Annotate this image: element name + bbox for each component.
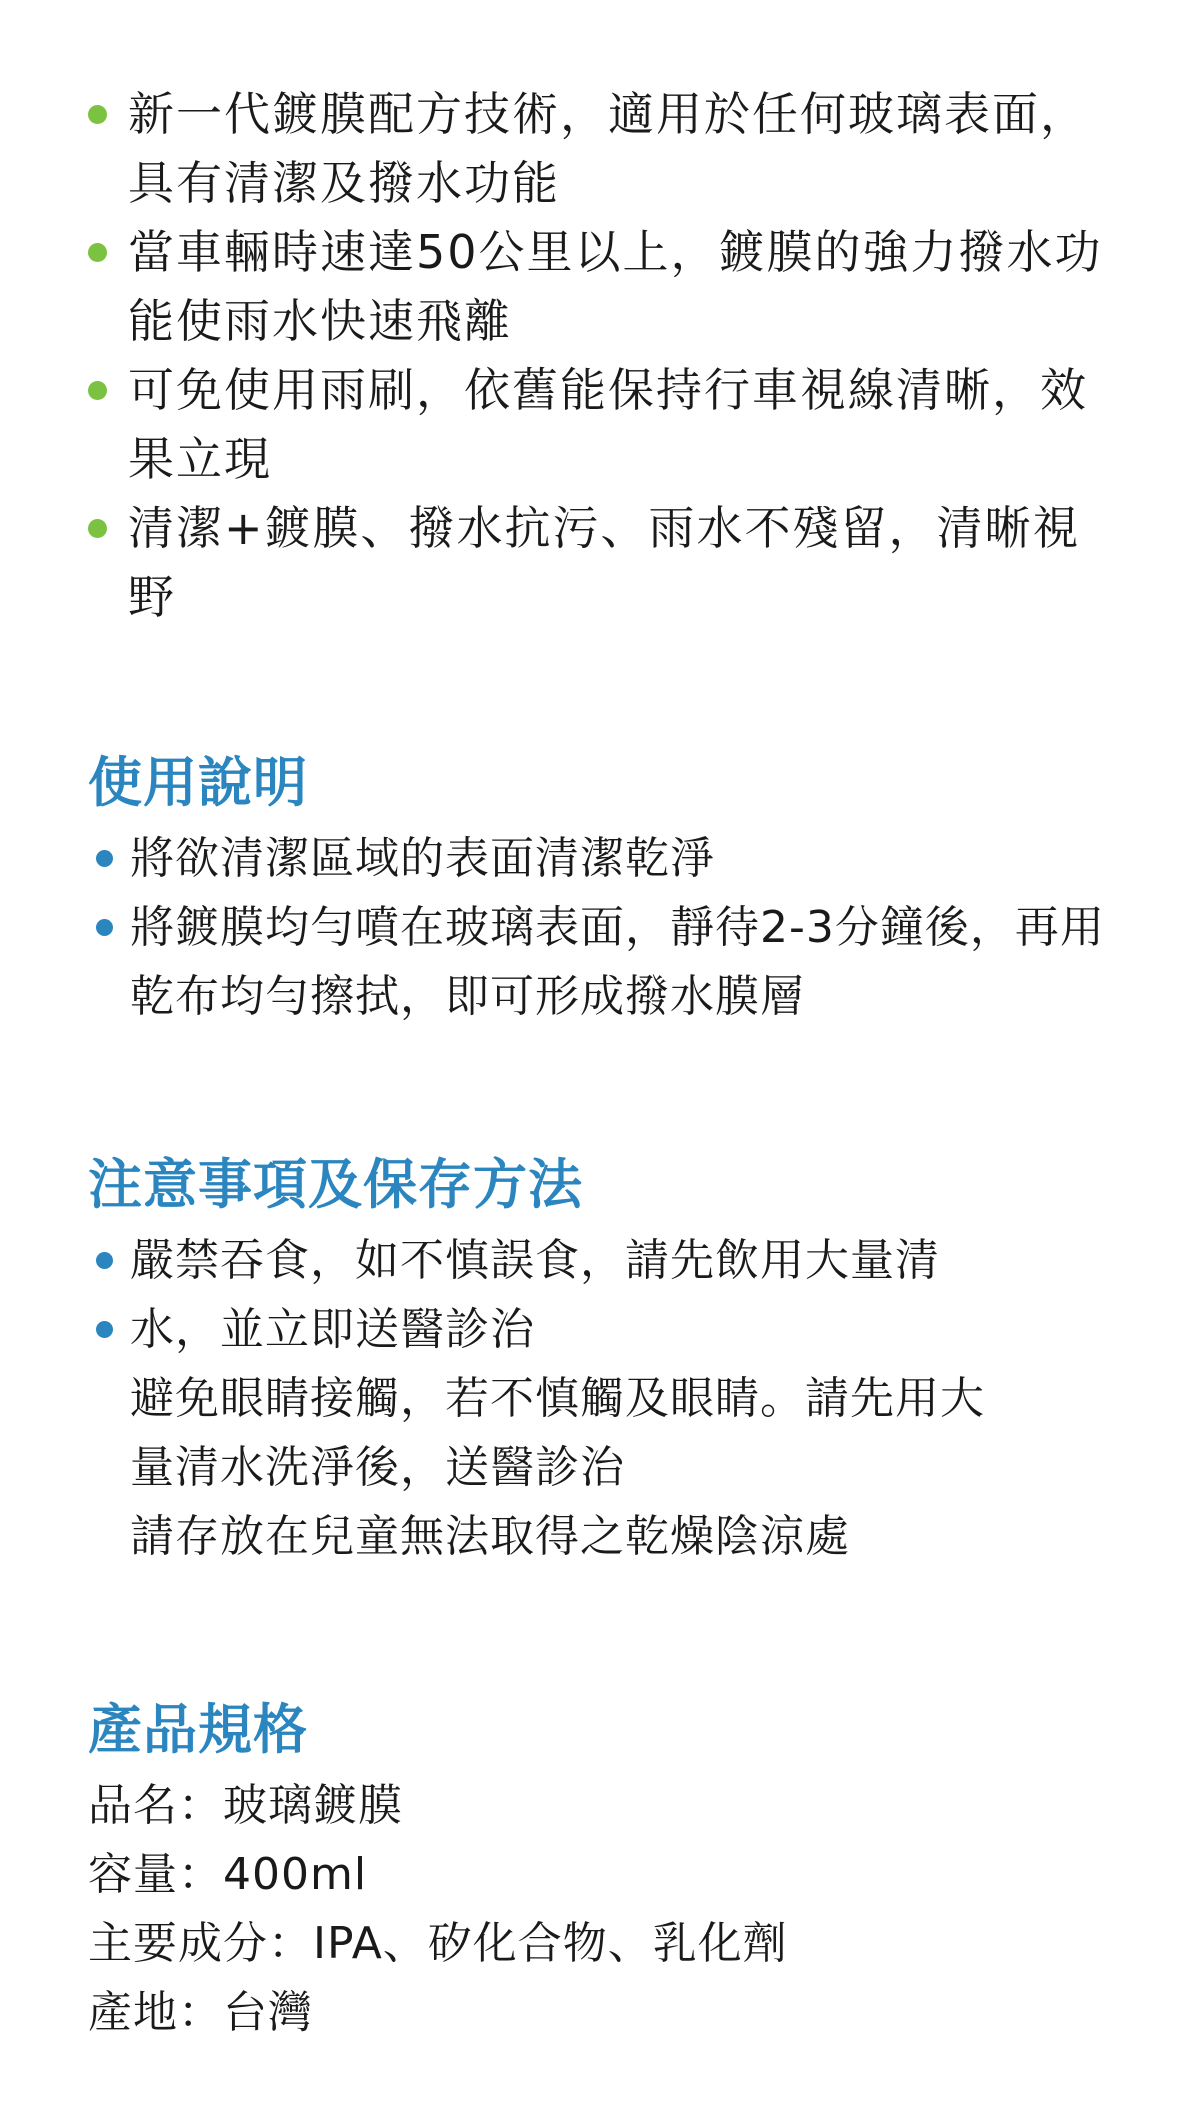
blue-bullet-icon xyxy=(96,1252,113,1269)
spec-line: 主要成分：IPA、矽化合物、乳化劑 xyxy=(88,1918,788,1969)
spec-line: 容量：400ml xyxy=(88,1849,368,1900)
blue-bullet-icon xyxy=(96,850,113,867)
feature-list xyxy=(88,80,1128,632)
specs-section xyxy=(88,1695,1128,2047)
caution-line: 請存放在兒童無法取得之乾燥陰涼處 xyxy=(130,1511,850,1562)
caution-line: 量清水洗淨後，送醫診治 xyxy=(130,1442,625,1493)
green-bullet-icon xyxy=(88,519,107,538)
usage-text: 將鍍膜均勻噴在玻璃表面，靜待2-3分鐘後，再用乾布均勻擦拭，即可形成撥水膜層 xyxy=(130,902,1105,1022)
usage-title: 使用說明 xyxy=(88,751,308,814)
caution-text: 水，並立即送醫診治 xyxy=(130,1304,535,1355)
usage-section xyxy=(88,748,1128,1031)
feature-text: 當車輛時速達50公里以上，鍍膜的強力撥水功能使雨水快速飛離 xyxy=(128,225,1103,348)
feature-item xyxy=(88,494,1128,632)
caution-text: 嚴禁吞食，如不慎誤食，請先飲用大量清 xyxy=(130,1235,940,1286)
caution-item xyxy=(88,1226,1128,1295)
feature-item xyxy=(88,218,1128,356)
feature-item xyxy=(88,80,1128,218)
feature-item xyxy=(88,356,1128,494)
green-bullet-icon xyxy=(88,243,107,262)
caution-line: 避免眼睛接觸，若不慎觸及眼睛。請先用大 xyxy=(130,1373,985,1424)
caution-section xyxy=(88,1150,1128,1571)
blue-bullet-icon xyxy=(96,1321,113,1338)
spec-line: 產地：台灣 xyxy=(88,1987,313,2038)
blue-bullet-icon xyxy=(96,919,113,936)
spec-line: 品名：玻璃鍍膜 xyxy=(88,1780,403,1831)
caution-item xyxy=(88,1295,1128,1364)
green-bullet-icon xyxy=(88,105,107,124)
feature-text: 可免使用雨刷，依舊能保持行車視線清晰，效果立現 xyxy=(128,363,1088,486)
specs-title: 產品規格 xyxy=(88,1698,308,1761)
feature-text: 清潔+鍍膜、撥水抗污、雨水不殘留，清晰視野 xyxy=(128,501,1081,624)
usage-item xyxy=(88,824,1128,893)
caution-title: 注意事項及保存方法 xyxy=(88,1153,583,1216)
usage-item xyxy=(88,893,1128,1031)
usage-text: 將欲清潔區域的表面清潔乾淨 xyxy=(130,833,715,884)
feature-text: 新一代鍍膜配方技術，適用於任何玻璃表面，具有清潔及撥水功能 xyxy=(128,87,1088,210)
green-bullet-icon xyxy=(88,381,107,400)
